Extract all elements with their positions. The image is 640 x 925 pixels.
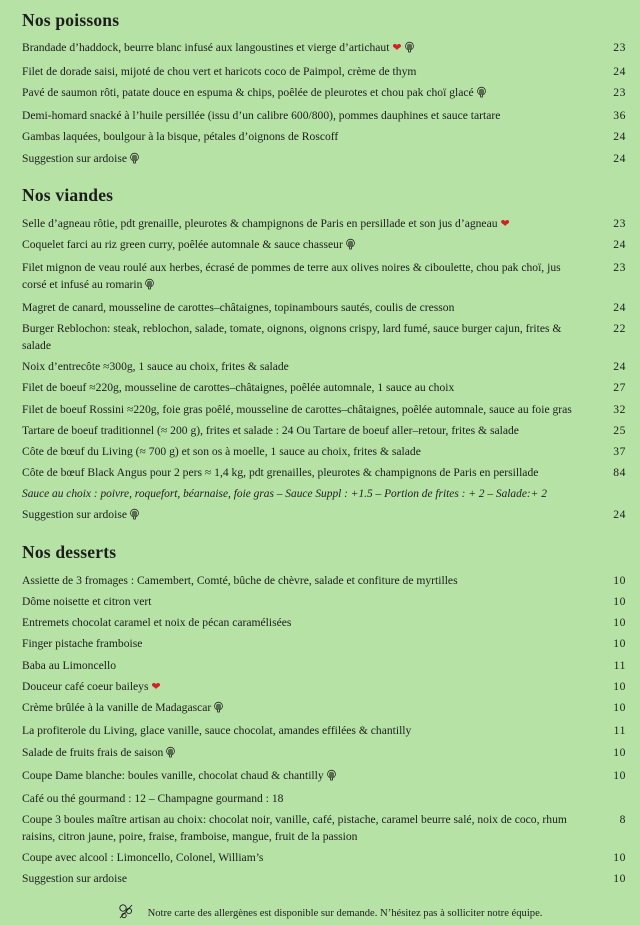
menu-item-price: 24 [613, 151, 626, 165]
menu-item-price: 10 [613, 679, 626, 693]
menu-item-price: 24 [613, 360, 626, 374]
section-viandes [22, 185, 626, 528]
menu-item [22, 319, 626, 357]
menu-item-price: 22 [613, 322, 626, 336]
menu-item-description: Douceur café coeur baileys ❤ [22, 679, 161, 693]
sauce-note: Sauce au choix : poivre, roquefort, béarnaise, foie gras – Sauce Suppl : +1.5 – Portion de frites : + 2 – Salade:+ 2 [22, 488, 547, 501]
menu-item-description: Coupe avec alcool : Limoncello, Colonel, William’s [22, 851, 264, 865]
menu-item [22, 570, 626, 591]
menu-item [22, 127, 626, 148]
vegetarian-icon [129, 152, 140, 169]
menu-item [22, 38, 626, 61]
menu-item-description: Salade de fruits frais de saison [22, 745, 592, 763]
menu-item [22, 789, 626, 810]
menu-item-description: La profiterole du Living, glace vanille, sauce chocolat, amandes effilées & chantilly [22, 724, 412, 738]
menu-item-description: Pavé de saumon rôti, patate douce en espuma & chips, poêlée de pleurotes et chou pak choï glacé [22, 85, 592, 103]
menu-item [22, 298, 626, 319]
menu-item [22, 148, 626, 171]
menu-item-description: Burger Reblochon: steak, reblochon, salade, tomate, oignons, oignons crispy, lard fumé, sauce burger cajun, frites & salade [22, 322, 562, 352]
menu-item-price: 11 [613, 658, 626, 672]
menu-item-price: 10 [613, 851, 626, 865]
menu-item-description: Finger pistache framboise [22, 637, 143, 651]
menu-item-price: 24 [613, 64, 626, 78]
menu-item [22, 399, 626, 420]
menu-item [22, 378, 626, 399]
menu-item-description: Baba au Limoncello [22, 658, 117, 672]
menu-item-price: 10 [613, 616, 626, 630]
vegetarian-icon [213, 701, 224, 718]
menu-item-description: Gambas laquées, boulgour à la bisque, pétales d’oignons de Roscoff [22, 130, 339, 144]
menu-item-description: Magret de canard, mousseline de carottes–châtaignes, topinambours sautés, coulis de cresson [22, 301, 455, 315]
menu-item-description: Assiette de 3 fromages : Camembert, Comté, bûche de chèvre, salade et confiture de myrtilles [22, 573, 458, 587]
menu-item-price: 36 [613, 109, 626, 123]
menu-item-description: Filet mignon de veau roulé aux herbes, écrasé de pommes de terre aux olives noires & ciboulette, chou pak choï, jus corsé et infusé au romarin [22, 260, 592, 295]
menu-item [22, 106, 626, 127]
menu-item-price: 11 [613, 724, 626, 738]
menu-item-price: 10 [613, 768, 626, 782]
vegetarian-icon [144, 278, 155, 295]
menu-item-description: Suggestion sur ardoise [22, 151, 592, 169]
heart-icon: ❤ [392, 42, 402, 55]
menu-item [22, 810, 626, 848]
heart-icon: ❤ [151, 680, 161, 693]
menu-item [22, 869, 626, 890]
menu-item-price: 27 [613, 381, 626, 395]
section-poissons [22, 10, 626, 171]
menu-item-price: 23 [613, 261, 626, 275]
section-title-desserts: Nos desserts [22, 542, 117, 563]
vegetarian-icon [326, 769, 337, 786]
menu-item-description: Crème brûlée à la vanille de Madagascar [22, 700, 592, 718]
menu-item [22, 61, 626, 82]
menu-item [22, 357, 626, 378]
menu-item-description: Filet de boeuf ≈220g, mousseline de carottes–châtaignes, poêlée automnale, 1 sauce au choix [22, 381, 455, 395]
menu-item-description: Coupe Dame blanche: boules vanille, chocolat chaud & chantilly [22, 768, 592, 786]
section-desserts [22, 542, 626, 890]
menu-item [22, 766, 626, 789]
menu-item-description: Brandade d’haddock, beurre blanc infusé aux langoustines et vierge d’artichaut ❤ [22, 40, 592, 58]
menu-item [22, 420, 626, 441]
menu-item [22, 258, 626, 298]
menu-item [22, 505, 626, 528]
allergen-icon [116, 902, 140, 925]
menu-item [22, 742, 626, 765]
menu-item-price: 10 [613, 872, 626, 886]
allergen-text: Notre carte des allergènes est disponible sur demande. N’hésitez pas à solliciter notre équipe. [147, 908, 543, 920]
menu-item-price: 37 [613, 444, 626, 458]
menu-item-description: Coquelet farci au riz green curry, poêlée automnale & sauce chasseur [22, 237, 592, 255]
vegetarian-icon [345, 238, 356, 255]
menu-item-price: 23 [613, 85, 626, 99]
menu-item-price: 10 [613, 637, 626, 651]
menu-item [22, 655, 626, 676]
vegetarian-icon [165, 746, 176, 763]
section-title-viandes: Nos viandes [22, 185, 114, 206]
menu-item-description: Filet de boeuf Rossini ≈220g, foie gras poêlé, mousseline de carottes–châtaignes, poêlée automnale, sauce au foie gras [22, 402, 572, 416]
menu-item [22, 82, 626, 105]
menu-item-price: 24 [613, 238, 626, 252]
menu-item [22, 613, 626, 634]
section-title-poissons: Nos poissons [22, 10, 120, 30]
menu-item-price: 24 [613, 508, 626, 522]
menu-item-description: Selle d’agneau rôtie, pdt grenaille, pleurotes & champignons de Paris en persillade et son jus d’agneau ❤ [22, 216, 510, 230]
menu-item-price: 84 [613, 466, 626, 480]
menu-item [22, 721, 626, 742]
menu-item-price: 24 [613, 130, 626, 144]
item-list-desserts [22, 570, 626, 890]
menu-item-price: 32 [613, 402, 626, 416]
menu-item-price: 10 [613, 701, 626, 715]
menu-item-description: Côte de bœuf Black Angus pour 2 pers ≈ 1,4 kg, pdt grenailles, pleurotes & champignons de Paris en persillade [22, 466, 539, 480]
menu-item-price: 23 [613, 41, 626, 55]
menu-item-description: Tartare de boeuf traditionnel (≈ 200 g), frites et salade : 24 Ou Tartare de boeuf aller–retour, frites & salade [22, 423, 519, 437]
menu-item-description: Entremets chocolat caramel et noix de pécan caramélisées [22, 616, 292, 630]
menu-item-price: 24 [613, 301, 626, 315]
menu-item-description: Suggestion sur ardoise [22, 507, 592, 525]
menu-item [22, 235, 626, 258]
menu-item-price: 25 [613, 423, 626, 437]
vegetarian-icon [404, 41, 415, 58]
menu-item-description: Noix d’entrecôte ≈300g, 1 sauce au choix, frites & salade [22, 360, 289, 374]
heart-icon: ❤ [500, 217, 510, 230]
menu-item [22, 848, 626, 869]
menu-item-description: Côte de bœuf du Living (≈ 700 g) et son os à moelle, 1 sauce au choix, frites & salade [22, 444, 421, 458]
menu-item-price: 8 [619, 813, 626, 827]
menu-item-description: Demi-homard snacké à l’huile persillée (issu d’un calibre 600/800), pommes dauphines et sauce tartare [22, 109, 501, 123]
menu-item-description: Dôme noisette et citron vert [22, 594, 152, 608]
menu-item [22, 442, 626, 463]
item-list-viandes [22, 213, 626, 528]
menu-item-description: Coupe 3 boules maître artisan au choix: chocolat noir, vanille, café, pistache, caramel beurre salé, noix de coco, rhum raisins, citron jaune, poire, fraise, framboise, mangue, fruit de la passion [22, 813, 567, 843]
menu-item-price: 10 [613, 745, 626, 759]
menu-item-price: 10 [613, 573, 626, 587]
menu-item-description: Suggestion sur ardoise [22, 872, 127, 886]
menu-item [22, 676, 626, 697]
menu-item-price: 23 [613, 216, 626, 230]
menu-item [22, 463, 626, 484]
menu-item [22, 213, 626, 234]
menu-item [22, 698, 626, 721]
vegetarian-icon [129, 508, 140, 525]
menu-item-description: Café ou thé gourmand : 12 – Champagne gourmand : 18 [22, 792, 284, 806]
item-list-poissons [22, 38, 626, 171]
allergen-footer [22, 902, 626, 925]
menu-item [22, 591, 626, 612]
menu-item [22, 634, 626, 655]
menu-item-price: 10 [613, 594, 626, 608]
vegetarian-icon [476, 86, 487, 103]
menu-item-description: Filet de dorade saisi, mijoté de chou vert et haricots coco de Paimpol, crème de thym [22, 64, 417, 78]
